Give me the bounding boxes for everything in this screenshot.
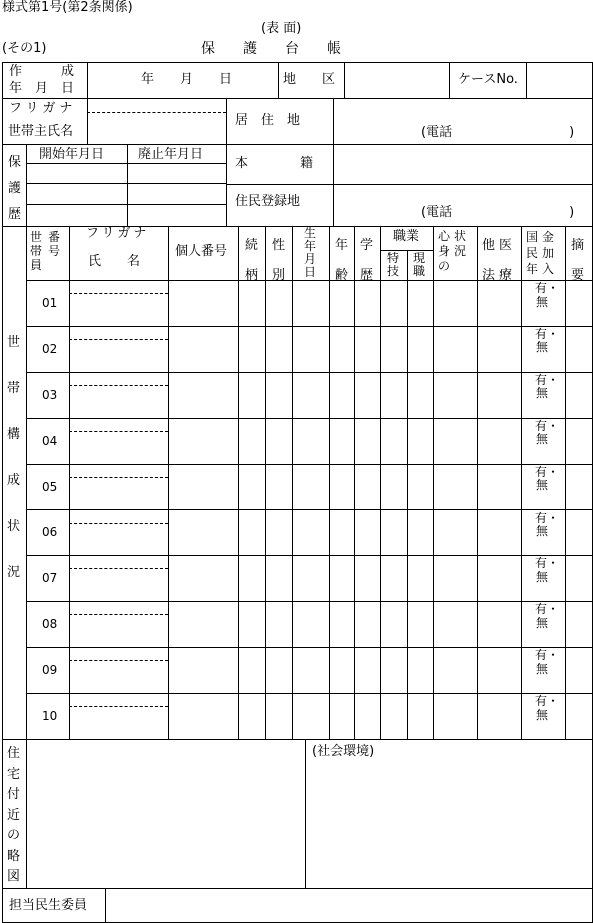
- district-field[interactable]: [346, 64, 446, 96]
- member-row-number: 07: [42, 571, 58, 586]
- member-row-number: 08: [42, 617, 58, 632]
- col-personal-no: 個人番号: [175, 244, 228, 259]
- members-section-label: 世帯構成状況: [7, 335, 21, 580]
- member-name-field[interactable]: [70, 616, 167, 646]
- table-row: [26, 418, 593, 464]
- member-name-field[interactable]: [70, 341, 167, 371]
- col-age: 年 齢: [335, 238, 349, 283]
- pension-yes-no[interactable]: 有・無: [535, 281, 560, 309]
- pension-yes-no[interactable]: 有・無: [535, 418, 560, 447]
- map-label: 住宅付近の略図: [7, 746, 21, 884]
- end-date-label: 廃止年月日: [138, 147, 204, 162]
- col-job: 職業: [393, 229, 420, 244]
- created-date-field[interactable]: 年 月 日: [141, 72, 233, 87]
- member-row-number: 06: [42, 525, 58, 540]
- social-env-area[interactable]: [307, 762, 591, 886]
- member-row-number: 05: [42, 479, 58, 494]
- created-label-bottom: 年 月 日: [9, 81, 75, 96]
- map-area[interactable]: [28, 741, 303, 886]
- member-name-field[interactable]: [70, 295, 167, 325]
- welfare-commissioner-field[interactable]: [107, 890, 591, 921]
- member-name-field[interactable]: [70, 570, 167, 600]
- member-row-number: 02: [42, 341, 58, 356]
- created-label-top: 作 成: [9, 64, 75, 79]
- pension-yes-no[interactable]: 有・無: [535, 464, 560, 493]
- residence-phone[interactable]: (電話 ): [421, 125, 575, 140]
- welfare-commissioner-label: 担当民生委員: [9, 898, 88, 913]
- pension-yes-no[interactable]: 有・無: [535, 648, 560, 676]
- pension-yes-no[interactable]: 有・無: [535, 556, 560, 584]
- side-label: (表 面): [261, 21, 302, 36]
- col-health: 心状 身況 の: [438, 229, 471, 273]
- col-relation: 続 柄: [245, 238, 259, 283]
- col-education: 学 歴: [360, 238, 374, 283]
- col-member-no: 世番 帯号 員: [30, 230, 67, 272]
- case-no-field[interactable]: [528, 64, 590, 96]
- head-name-label: 世帯主氏名: [8, 124, 74, 139]
- registered-phone[interactable]: (電話 ): [421, 205, 575, 220]
- member-row-number: 10: [42, 709, 58, 724]
- col-job-current: 現職: [413, 251, 426, 278]
- table-row: [26, 372, 593, 418]
- case-no-label: ケースNo.: [458, 72, 518, 87]
- member-name-field[interactable]: [70, 387, 167, 417]
- pension-yes-no[interactable]: 有・無: [535, 602, 560, 630]
- table-row: [26, 280, 593, 326]
- col-furigana: フリガナ: [86, 226, 150, 241]
- col-sex: 性 別: [272, 238, 286, 283]
- part-label: (その1): [2, 41, 47, 56]
- table-row: [26, 510, 593, 556]
- member-row-number: 04: [42, 433, 58, 448]
- member-row-number: 03: [42, 387, 58, 402]
- col-pension: 国金民加年入: [526, 230, 559, 276]
- furigana-label: フリガナ: [9, 101, 77, 116]
- member-row-number: 01: [42, 295, 58, 310]
- member-name-field[interactable]: [70, 479, 167, 509]
- table-row: [26, 601, 593, 647]
- pension-yes-no[interactable]: 有・無: [535, 326, 560, 355]
- member-name-field[interactable]: [70, 525, 167, 555]
- table-row: [26, 555, 593, 601]
- page-title: 保 護 台 帳: [201, 41, 341, 57]
- col-name: 氏 名: [88, 254, 141, 269]
- member-name-field[interactable]: [70, 662, 167, 692]
- domicile-field[interactable]: [335, 146, 590, 182]
- history-label: 保護歴: [8, 155, 22, 222]
- pension-yes-no[interactable]: 有・無: [535, 372, 560, 401]
- registered-address-label: 住民登録地: [235, 194, 301, 209]
- head-name-field[interactable]: [89, 114, 223, 142]
- start-date-label: 開始年月日: [39, 147, 105, 162]
- domicile-label: 本 籍: [235, 156, 314, 171]
- col-notes: 摘 要: [571, 238, 585, 283]
- member-name-field[interactable]: [70, 433, 167, 463]
- col-other-law: 他医 法療: [482, 238, 517, 283]
- form-number: 様式第1号(第2条関係): [2, 0, 133, 15]
- pension-yes-no[interactable]: 有・無: [535, 510, 560, 538]
- table-row: [26, 464, 593, 510]
- member-name-field[interactable]: [70, 708, 167, 738]
- pension-yes-no[interactable]: 有・無: [535, 694, 560, 722]
- residence-label: 居 住 地: [235, 113, 301, 128]
- col-birth: 生年月日: [304, 226, 317, 279]
- social-env-label: (社会環境): [312, 744, 375, 759]
- table-row: [26, 693, 593, 739]
- col-job-skill: 特技: [387, 251, 400, 278]
- member-row-number: 09: [42, 663, 58, 678]
- table-row: [26, 326, 593, 372]
- district-label: 地 区: [283, 72, 336, 87]
- table-row: [26, 647, 593, 693]
